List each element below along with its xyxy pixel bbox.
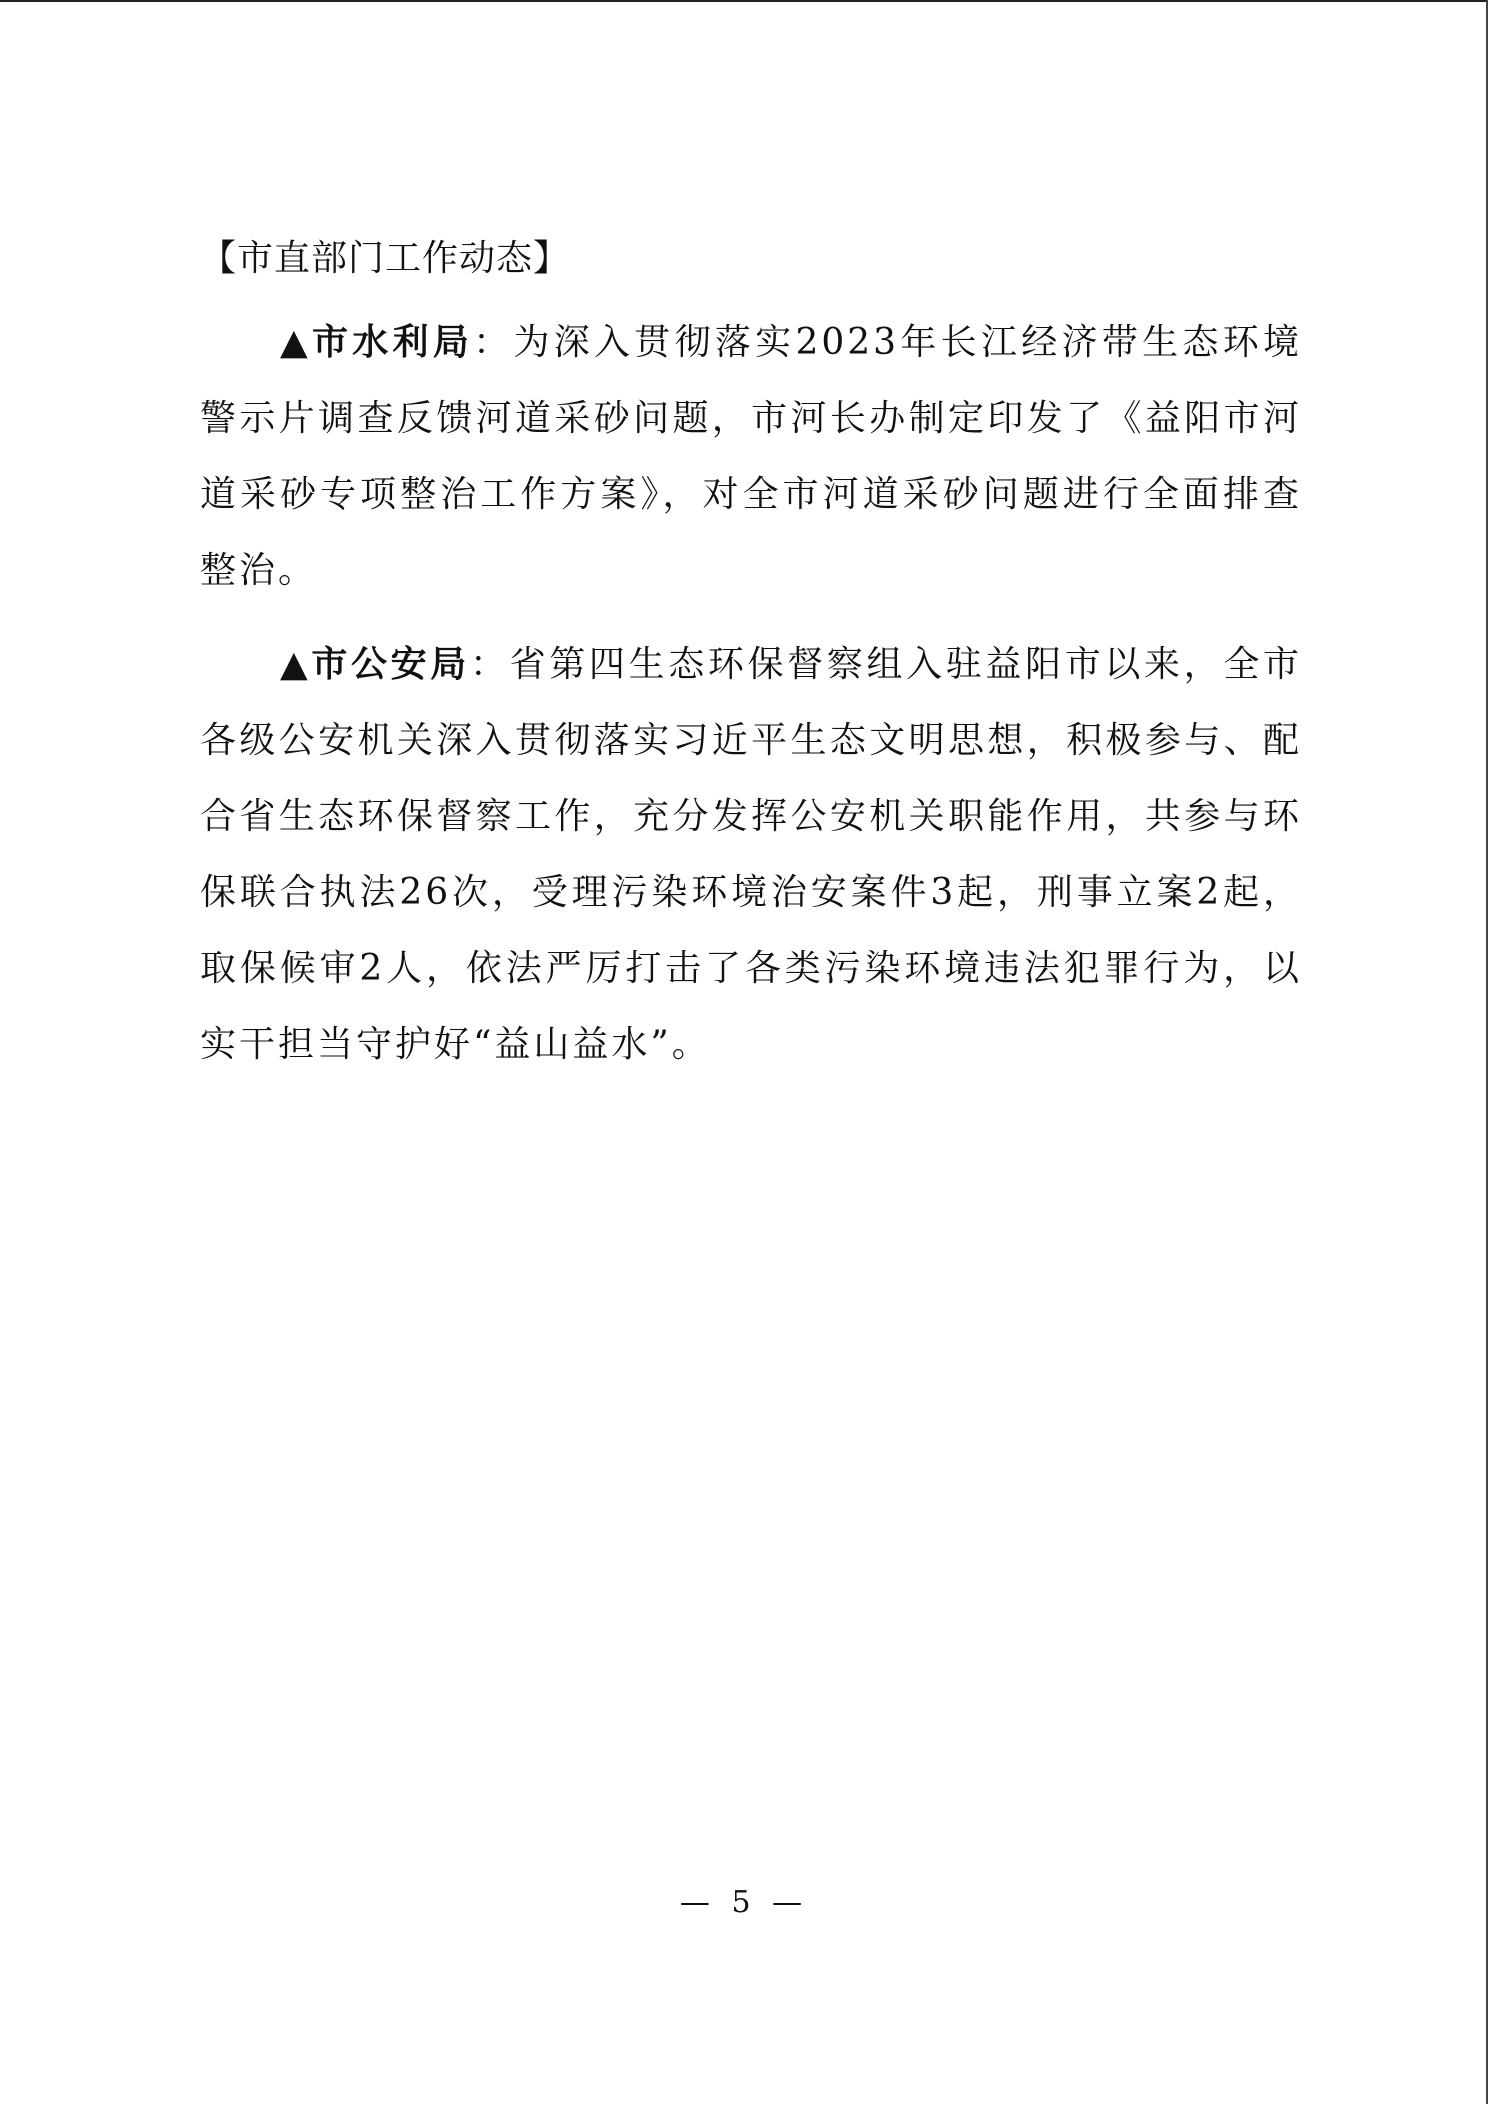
item-text: 省第四生态环保督察组入驻益阳市以来，全市各级公安机关深入贯彻落实习近平生态文明思想，积极参与、配合省生态环保督察工作，充分发挥公安机关职能作用，共参与环保联合执法26次，受理污染环境治安案件3起，刑事立案2起，取保候审2人，依法严厉打击了各类污染环境违法犯罪行为，以实干担当守护好“益山益水”。 [200, 644, 1302, 1065]
page-number: — 5 — [679, 1885, 809, 1920]
item-public-security-bureau [200, 627, 1302, 1083]
item-text: 为深入贯彻落实2023年长江经济带生态环境警示片调查反馈河道采砂问题，市河长办制定印发了《益阳市河道采砂专项整治工作方案》，对全市河道采砂问题进行全面排查整治。 [200, 322, 1302, 591]
item-lead: ▲市水利局 [280, 322, 474, 363]
page-top-edge [0, 0, 1488, 2]
item-lead: ▲市公安局 [280, 644, 470, 685]
section-title: 【市直部门工作动态】 [200, 238, 571, 279]
page-content [200, 230, 1302, 1083]
item-separator: ： [469, 644, 510, 685]
item-water-resources-bureau [200, 305, 1302, 609]
item-separator: ： [473, 322, 514, 363]
